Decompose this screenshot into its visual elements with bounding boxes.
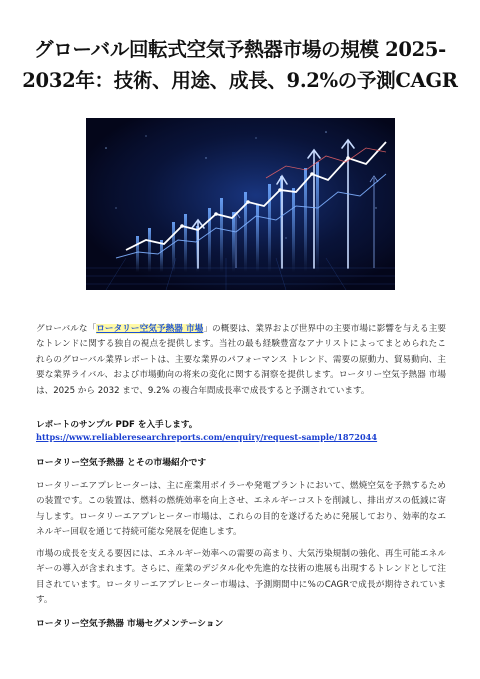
section-heading-intro: ロータリー空気予熱器 とその市場紹介です — [36, 458, 207, 468]
growth-chart-illustration — [86, 118, 395, 290]
sample-url-link[interactable]: https://www.reliableresearchreports.com/enquiry/request-sample/1872044 — [36, 432, 378, 442]
document-title: グローバル回転式空気予熱器市場の規模 2025-2032年：技術、用途、成長、9.2%の予測CAGR — [22, 38, 458, 92]
hero-image — [86, 118, 395, 290]
market-link[interactable]: ロータリー空気予熱器 市場 — [96, 324, 204, 334]
intro-suffix: 」の概要は、業界および世界中の主要市場に影響を与える主要なトレンドに関する独自の視点を提供します。当社の最も経験豊富なアナリストによってまとめられたこれらのグローバル業界レポートは、主要な業界のパフォーマンス トレンド、需要の原動力、貿易動向、主要な業界ライバル、および市場動向の将来の変化に関する洞察を提供します。ロータリー空気予熱器 市場は、2025 から 2032 まで、9.2% の複合年間成長率で成長すると予測されています。 — [36, 324, 446, 396]
section-heading-segmentation: ロータリー空気予熱器 市場セグメンテーション — [36, 619, 224, 629]
intro-prefix: グローバルな「 — [36, 324, 97, 334]
intro-paragraph — [36, 322, 446, 399]
section-paragraph-1: ロータリーエアプレヒーターは、主に産業用ボイラーや発電プラントにおいて、燃焼空気を予熱するための装置です。この装置は、燃料の燃焼効率を向上させ、エネルギーコストを削減し、排出ガスの低減に寄与します。ロータリーエアプレヒーター市場は、これらの目的を遂げるために発展しており、効率的なエネルギー回収を通じて持続可能な発展を促進します。 — [36, 481, 446, 538]
sample-request-block — [36, 419, 456, 443]
section-paragraph-2: 市場の成長を支える要因には、エネルギー効率への需要の高まり、大気汚染規制の強化、再生可能エネルギーの導入が含まれます。さらに、産業のデジタル化や先進的な技術の進展も出現するトレンドとして注目されています。ロータリーエアプレヒーター市場は、予測期間中に%のCAGRで成長が期待されています。 — [36, 549, 446, 606]
sample-title: レポートのサンプル PDF を入手します。 — [36, 420, 198, 430]
